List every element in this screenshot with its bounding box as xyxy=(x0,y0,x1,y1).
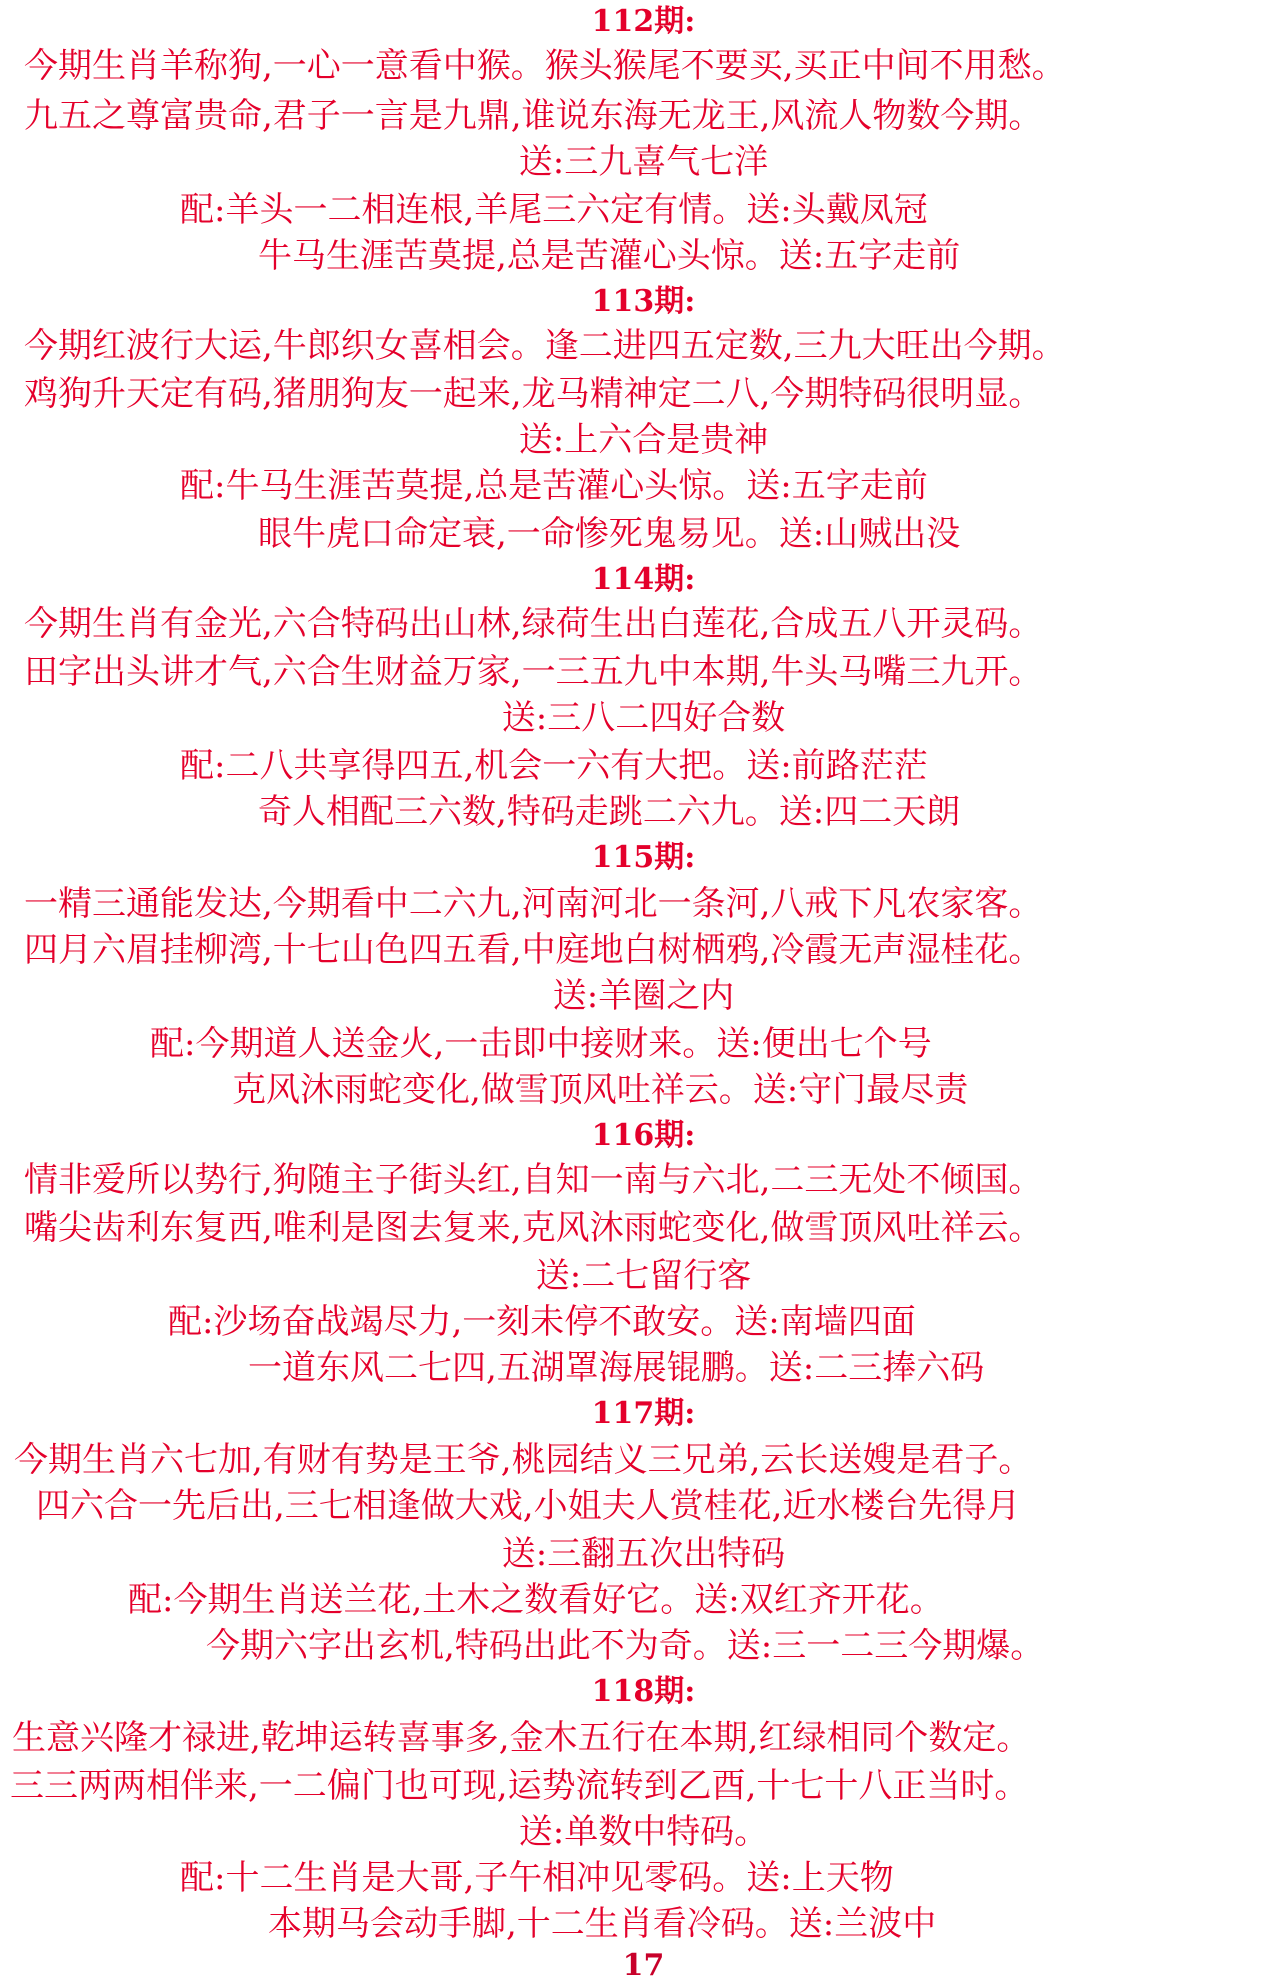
pairing-line: 一道东风二七四,五湖罩海展锟鹏。送:二三捧六码 xyxy=(248,1348,985,1388)
gift-line: 送:三翻五次出特码 xyxy=(501,1534,786,1574)
gift-line: 送:单数中特码。 xyxy=(518,1812,769,1852)
period-header: 115期: xyxy=(591,840,696,875)
period-header: 117期: xyxy=(591,1396,696,1431)
verse-line: 三三两两相伴来,一二偏门也可现,运势流转到乙酉,十七十八正当时。 xyxy=(10,1766,1029,1806)
page-number: 17 xyxy=(622,1948,665,1983)
period-header: 114期: xyxy=(591,562,696,597)
verse-line: 九五之尊富贵命,君子一言是九鼎,谁说东海无龙王,风流人物数今期。 xyxy=(24,96,1043,136)
verse-line: 四六合一先后出,三七相逢做大戏,小姐夫人赏桂花,近水楼台先得月 xyxy=(36,1486,1021,1526)
pairing-line: 克风沐雨蛇变化,做雪顶风吐祥云。送:守门最尽责 xyxy=(232,1070,969,1110)
pairing-line: 本期马会动手脚,十二生肖看冷码。送:兰波中 xyxy=(268,1904,937,1944)
pairing-line: 配:今期生肖送兰花,土木之数看好它。送:双红齐开花。 xyxy=(128,1580,944,1620)
pairing-line: 配:今期道人送金火,一击即中接财来。送:便出七个号 xyxy=(150,1024,932,1064)
verse-line: 田字出头讲才气,六合生财益万家,一三五九中本期,牛头马嘴三九开。 xyxy=(24,652,1043,692)
verse-line: 今期红波行大运,牛郎织女喜相会。逢二进四五定数,三九大旺出今期。 xyxy=(24,326,1066,366)
pairing-line: 眼牛虎口命定衰,一命惨死鬼易见。送:山贼出没 xyxy=(258,514,961,554)
period-header: 112期: xyxy=(591,4,696,39)
period-header: 113期: xyxy=(591,284,696,319)
gift-line: 送:二七留行客 xyxy=(535,1256,752,1296)
verse-line: 嘴尖齿利东复西,唯利是图去复来,克风沐雨蛇变化,做雪顶风吐祥云。 xyxy=(24,1208,1043,1248)
pairing-line: 奇人相配三六数,特码走跳二六九。送:四二天朗 xyxy=(258,792,961,832)
verse-line: 情非爱所以势行,狗随主子街头红,自知一南与六北,二三无处不倾国。 xyxy=(24,1160,1043,1200)
gift-line: 送:上六合是贵神 xyxy=(518,420,769,460)
pairing-line: 配:羊头一二相连根,羊尾三六定有情。送:头戴凤冠 xyxy=(180,190,928,230)
pairing-line: 配:牛马生涯苦莫提,总是苦灌心头惊。送:五字走前 xyxy=(180,466,928,506)
pairing-line: 配:十二生肖是大哥,子午相冲见零码。送:上天物 xyxy=(180,1858,894,1898)
period-header: 116期: xyxy=(591,1118,696,1153)
verse-line: 生意兴隆才禄进,乾坤运转喜事多,金木五行在本期,红绿相同个数定。 xyxy=(12,1718,1031,1758)
gift-line: 送:羊圈之内 xyxy=(552,976,735,1016)
pairing-line: 配:沙场奋战竭尽力,一刻未停不敢安。送:南墙四面 xyxy=(168,1302,916,1342)
verse-line: 一精三通能发达,今期看中二六九,河南河北一条河,八戒下凡农家客。 xyxy=(24,884,1043,924)
verse-line: 鸡狗升天定有码,猪朋狗友一起来,龙马精神定二八,今期特码很明显。 xyxy=(24,374,1043,414)
verse-line: 今期生肖有金光,六合特码出山林,绿荷生出白莲花,合成五八开灵码。 xyxy=(24,604,1043,644)
verse-line: 四月六眉挂柳湾,十七山色四五看,中庭地白树栖鸦,冷霞无声湿桂花。 xyxy=(24,930,1043,970)
verse-line: 今期生肖六七加,有财有势是王爷,桃园结义三兄弟,云长送嫂是君子。 xyxy=(14,1440,1033,1480)
period-header: 118期: xyxy=(591,1674,696,1709)
gift-line: 送:三八二四好合数 xyxy=(501,698,786,738)
verse-line: 今期生肖羊称狗,一心一意看中猴。猴头猴尾不要买,买正中间不用愁。 xyxy=(24,46,1066,86)
pairing-line: 今期六字出玄机,特码出此不为奇。送:三一二三今期爆。 xyxy=(206,1626,1045,1666)
pairing-line: 牛马生涯苦莫提,总是苦灌心头惊。送:五字走前 xyxy=(258,236,961,276)
pairing-line: 配:二八共享得四五,机会一六有大把。送:前路茫茫 xyxy=(180,746,928,786)
gift-line: 送:三九喜气七洋 xyxy=(518,142,769,182)
